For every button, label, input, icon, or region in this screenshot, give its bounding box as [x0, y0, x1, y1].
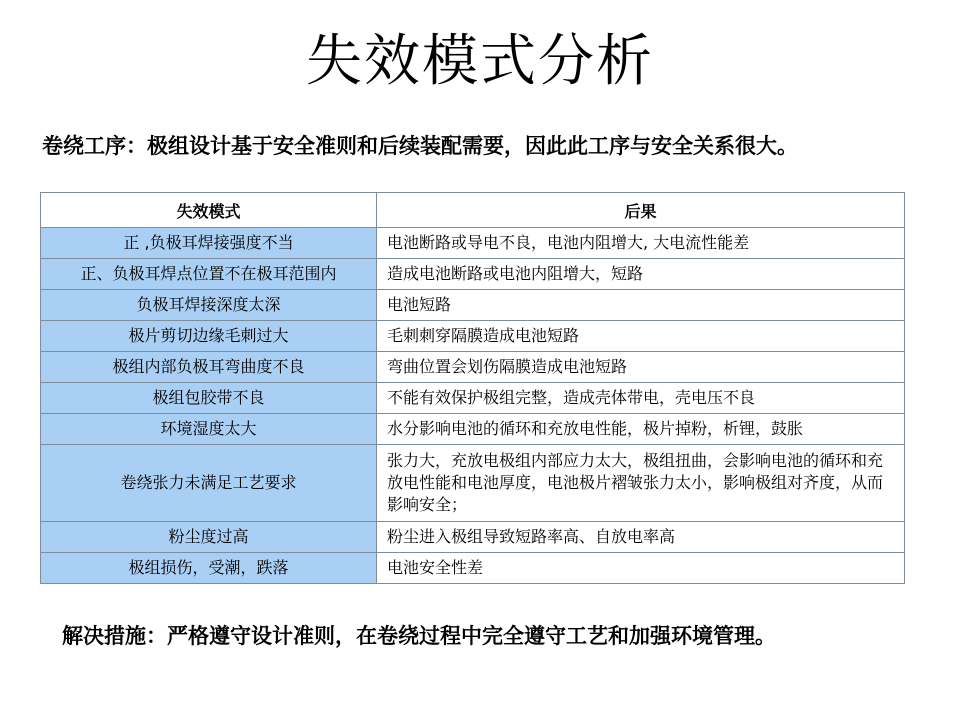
consequence-cell: 电池安全性差 [377, 553, 905, 584]
table-row [41, 383, 905, 414]
table-row [41, 553, 905, 584]
table-row [41, 352, 905, 383]
consequence-cell: 水分影响电池的循环和充放电性能，极片掉粉，析锂，鼓胀 [377, 414, 905, 445]
consequence-cell: 电池断路或导电不良，电池内阻增大, 大电流性能差 [377, 228, 905, 259]
failure-mode-cell: 正、负极耳焊点位置不在极耳范围内 [41, 259, 377, 290]
consequence-cell: 粉尘进入极组导致短路率高、自放电率高 [377, 522, 905, 553]
consequence-cell: 张力大，充放电极组内部应力太大，极组扭曲，会影响电池的循环和充放电性能和电池厚度，电池极片褶皱张力太小，影响极组对齐度，从而影响安全； [377, 445, 905, 522]
failure-mode-cell: 极组内部负极耳弯曲度不良 [41, 352, 377, 383]
table-row [41, 522, 905, 553]
failure-mode-table [40, 192, 905, 584]
consequence-cell: 不能有效保护极组完整，造成壳体带电，壳电压不良 [377, 383, 905, 414]
slide-title: 失效模式分析 [306, 29, 654, 94]
table-row [41, 445, 905, 522]
failure-mode-cell: 正 ,负极耳焊接强度不当 [41, 228, 377, 259]
failure-mode-cell: 极组包胶带不良 [41, 383, 377, 414]
solution-text: 解决措施：严格遵守设计准则，在卷绕过程中完全遵守工艺和加强环境管理。 [62, 623, 776, 648]
header-failure-mode: 失效模式 [41, 193, 377, 228]
failure-mode-cell: 粉尘度过高 [41, 522, 377, 553]
intro-text: 卷绕工序：极组设计基于安全准则和后续装配需要，因此此工序与安全关系很大。 [42, 133, 798, 158]
table-row [41, 414, 905, 445]
failure-mode-cell: 环境湿度太大 [41, 414, 377, 445]
failure-mode-cell: 卷绕张力未满足工艺要求 [41, 445, 377, 522]
table-row [41, 228, 905, 259]
consequence-cell: 弯曲位置会划伤隔膜造成电池短路 [377, 352, 905, 383]
consequence-cell: 电池短路 [377, 290, 905, 321]
table-header-row [41, 193, 905, 228]
header-consequence: 后果 [377, 193, 905, 228]
consequence-cell: 造成电池断路或电池内阻增大，短路 [377, 259, 905, 290]
table-row [41, 321, 905, 352]
consequence-cell: 毛刺刺穿隔膜造成电池短路 [377, 321, 905, 352]
failure-mode-cell: 极组损伤，受潮，跌落 [41, 553, 377, 584]
table-row [41, 259, 905, 290]
failure-mode-cell: 负极耳焊接深度太深 [41, 290, 377, 321]
failure-mode-cell: 极片剪切边缘毛刺过大 [41, 321, 377, 352]
table-row [41, 290, 905, 321]
